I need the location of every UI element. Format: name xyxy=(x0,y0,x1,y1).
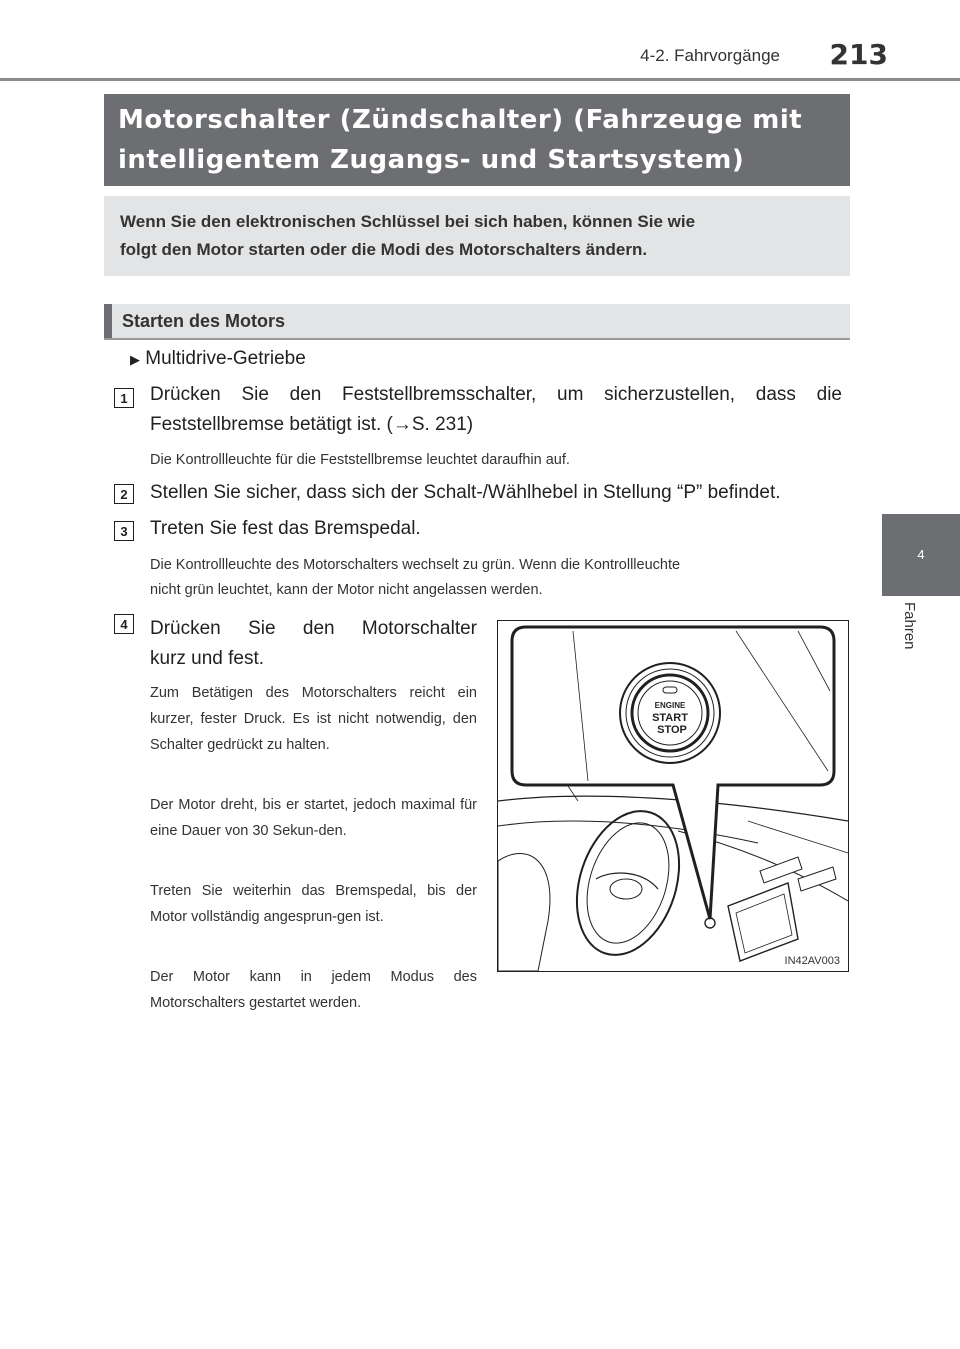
section-title-box xyxy=(104,94,850,186)
header-rule xyxy=(0,78,960,81)
step-4-note-2: Der Motor dreht, bis er startet, jedoch maximal für eine Dauer von 30 Sekun-den. xyxy=(150,797,477,839)
step-3-note-line-1: Die Kontrollleuchte des Motorschalters wechselt zu grün. Wenn die Kontrollleuchte xyxy=(150,557,681,573)
subheading-text: Starten des Motors xyxy=(122,311,286,331)
subheading-accent xyxy=(104,304,112,338)
transmission-bullet xyxy=(130,348,306,370)
button-label-engine: ENGINE xyxy=(654,701,686,710)
figure-code: IN42AV003 xyxy=(784,955,840,967)
chapter-tab: 4 xyxy=(882,514,960,596)
intro-box xyxy=(104,196,850,276)
step-4-note-4: Der Motor kann in jedem Modus des Motorschalters gestartet werden. xyxy=(150,969,477,1011)
engine-start-illustration xyxy=(497,620,849,972)
step-number-1: 1 xyxy=(114,388,134,408)
button-label-start: START xyxy=(652,712,688,724)
step-1-text-line-1: Drücken Sie den Feststellbremsschalter, um sicherzustellen, dass die xyxy=(150,384,842,405)
bullet-text: Multidrive-Getriebe xyxy=(145,348,306,369)
intro-line-2: folgt den Motor starten oder die Modi des Motorschalters ändern. xyxy=(120,240,648,259)
step-number-3: 3 xyxy=(114,521,134,541)
chapter-label: Fahren xyxy=(901,602,918,650)
intro-line-1: Wenn Sie den elektronischen Schlüssel bei sich haben, können Sie wie xyxy=(120,212,696,231)
step-number-2: 2 xyxy=(114,484,134,504)
title-line-1: Motorschalter (Zündschalter) (Fahrzeuge mit xyxy=(118,105,803,135)
step-4-text-line-1: Drücken Sie den Motorschalter xyxy=(150,618,477,639)
step-number-4: 4 xyxy=(114,614,134,634)
step-3-note-line-2: nicht grün leuchtet, kann der Motor nicht angelassen werden. xyxy=(150,582,543,598)
dashboard-drawing xyxy=(498,621,848,971)
step-1-note: Die Kontrollleuchte für die Feststellbremse leuchtet daraufhin auf. xyxy=(150,452,570,468)
button-label-stop: STOP xyxy=(657,724,687,736)
triangle-bullet-icon: ▶ xyxy=(130,352,140,367)
chapter-label-wrap xyxy=(896,602,926,682)
step-1-text-line-2: Feststellbremse betätigt ist. (→S. 231) xyxy=(150,414,474,435)
running-header-section: 4-2. Fahrvorgänge xyxy=(640,46,780,65)
subheading-bar xyxy=(104,304,850,340)
title-line-2: intelligentem Zugangs- und Startsystem) xyxy=(118,145,745,175)
page-number: 213 xyxy=(829,38,888,71)
step-4-note-3: Treten Sie weiterhin das Bremspedal, bis der Motor vollständig angesprun-gen ist. xyxy=(150,883,477,925)
step-3-text: Treten Sie fest das Bremspedal. xyxy=(150,518,421,539)
step-2-text: Stellen Sie sicher, dass sich der Schalt-/Wählhebel in Stellung “P” befindet. xyxy=(150,482,781,503)
step-4-text-line-2: kurz und fest. xyxy=(150,648,265,669)
step-4-note-1: Zum Betätigen des Motorschalters reicht ein kurzer, fester Druck. Es ist nicht notwendig, den Schalter gedrückt zu halten. xyxy=(150,685,477,753)
